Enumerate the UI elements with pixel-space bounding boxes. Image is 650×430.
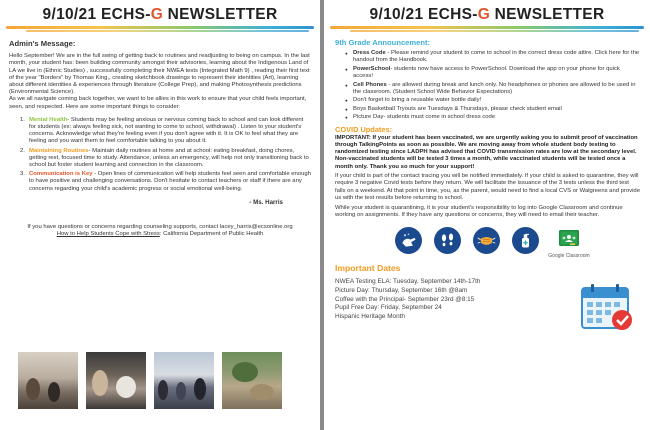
- important-dates: [335, 278, 640, 332]
- list-item: 1. Mental Health- Students may be feeling anxious or nervous coming back to school and can look different for students (ex: always feeling sick, not wanting to come to school, withdrawal) . Listen to your student's concerns. Acknowledge what they're feeling even if you don't agree with it. It is OK to feel what they are feeling and you want them to feel comfortable talking to you about it.: [20, 116, 304, 145]
- school-photo: [86, 352, 146, 409]
- color-brush-divider: [330, 26, 644, 34]
- right-page: [324, 0, 650, 430]
- covid-quarantine: If your child is part of the contact tracing you will be notified immediately. If your child is asked to quarantine, they will require 3 negative Covid tests before they return. We will facilitate the issuance of the 3 tests unless the third test falls on a weekend. At that point in time, you, as the parent, would need to find a local CVS or Walgreens and provide us with the test results before returning to school.: [335, 173, 640, 201]
- school-photo: [222, 352, 282, 409]
- admin-intro: Hello September! We are in the full swing of getting back to routines and readjusting to being on campus. In the last month, your student has: been building community amongst their advisories, learning about the Indigenous Land of LA we live in (Ethnic Studies) , successfully completing their NWEA tests (Integrated Math 9) , reading their first text of the year "Borders" by Thomas King,, creating sketchbook drawings to represent their identities (Art), learning about different identities & experiences through literature (College Prep), and making Photosynthesis predictions (Environmental Science).: [9, 53, 310, 96]
- list-item: 2. Maintaining Routines- Maintain daily routines at home and at school: eating breakfast, doing chores, getting rest, focused time to study. Attendance, unless an emergency, will help not only transitioning back to school but foster student learning and connection in the classroom.: [20, 147, 309, 169]
- left-page: [0, 0, 320, 430]
- list-item: ● Boys Basketball Tryouts are Tuesdays & Thursdays, please check student email: [353, 106, 640, 113]
- list-item: ● Cell Phones - are allowed during break and lunch only. No headphones or phones are allowed to be used in the classroom. (Student School Wide Behavior Expectations): [353, 82, 640, 96]
- google-classroom-logo: Google Classroom: [549, 227, 589, 260]
- date-item: Pupil Free Day: Friday, September 24: [335, 304, 442, 312]
- covid-important: IMPORTANT: If your student has been vaccinated, we are urgently asking you to submit proof of vaccination through TalkingPoints as soon as possible. We are moving away from whole student body testing to randomized testing since LADPH has advised that COVID transmission rates are low at the secondary level. Non-vaccinated students will be tested 3 times a month, while vaccinated students will be tested once a month only. Thank you so much for your support!: [335, 134, 638, 170]
- social-distance-icon: [434, 227, 461, 254]
- sanitizer-icon: [512, 227, 539, 254]
- face-mask-icon: [473, 227, 500, 254]
- dates-heading: Important Dates: [335, 263, 401, 274]
- right-content: [324, 39, 650, 332]
- covid-classroom: While your student is quarantining, it is your student's responsibility to log into Google Classroom and continue working on assignments. If they have any questions or concerns, they will need to email their teacher.: [335, 204, 623, 218]
- contact-info: If you have questions or concerns regarding counseling supports, contact lacey_harris@ecsonline.org How to Help Students Cope with Stress: California Department of Public Health: [27, 224, 293, 238]
- announcement-list: [353, 50, 640, 121]
- grade9-heading: 9th Grade Announcement:: [335, 38, 431, 47]
- date-item: Hispanic Heritage Month: [335, 312, 405, 320]
- handwashing-icon: [395, 227, 422, 254]
- calendar-icon: [580, 282, 636, 332]
- list-item: ● Picture Day- students must come in school dress code: [353, 114, 640, 121]
- list-item: ● Dress Code - Please remind your student to come to school in the correct dress code attire. Click here for the handout from the Handbook.: [353, 50, 640, 64]
- date-item: Picture Day: Thursday, September 16th @8am: [335, 286, 468, 294]
- safety-icons: [335, 227, 640, 260]
- list-item: 3. Communication is Key - Open lines of communication will help students feel seen and comfortable enough to have positive and challenging conversations. Don't hesitate to contact teachers or staff if there are any concerns regarding your child's academic progress or social emotional well-being.: [20, 171, 311, 192]
- admin-heading: Admin's Message:: [9, 39, 76, 48]
- school-photo: [18, 352, 78, 409]
- list-item: ● PowerSchool- students now have access to PowerSchool. Download the app on your phone for quick access!: [353, 66, 640, 80]
- admin-intro-2: As we all navigate coming back together, we want to be allies in this work to ensure that your child feels important, seen, and respected. Here are some important things to consider:: [9, 96, 307, 110]
- covid-heading: COVID Updates:: [335, 124, 393, 134]
- color-brush-divider: [6, 26, 314, 34]
- admin-message: [0, 40, 320, 238]
- dates-list: [335, 278, 580, 332]
- page-title: 9/10/21 ECHS-G NEWSLETTER: [369, 6, 605, 23]
- page-title: 9/10/21 ECHS-G NEWSLETTER: [42, 6, 278, 23]
- photo-strip: [18, 352, 282, 409]
- stress-resource-link[interactable]: How to Help Students Cope with Stress: [56, 231, 160, 238]
- considerations-list: [20, 116, 311, 193]
- date-item: NWEA Testing ELA: Tuesday, September 14th-17th: [335, 278, 481, 286]
- school-photo: [154, 352, 214, 409]
- date-item: Coffee with the Principal- September 23rd @8:15: [335, 295, 475, 303]
- signature: - Ms. Harris: [249, 198, 283, 206]
- list-item: ● Don't forget to bring a reusable water bottle daily!: [353, 97, 640, 104]
